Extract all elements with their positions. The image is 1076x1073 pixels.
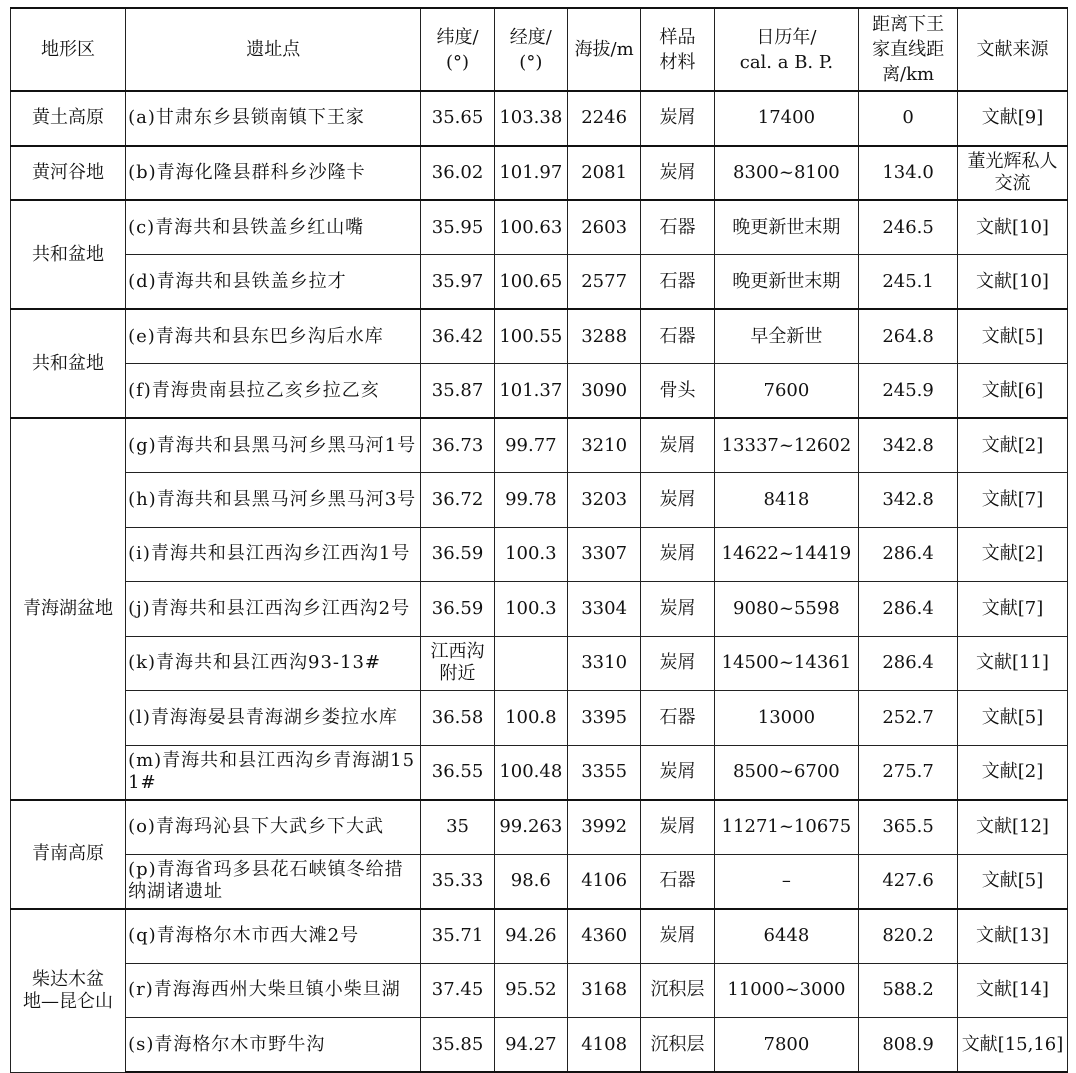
table-row — [11, 800, 1068, 855]
region-line2: 地—昆仑山 — [23, 990, 114, 1012]
material-cell: 石器 — [641, 854, 714, 909]
latitude-cell: 36.58 — [421, 691, 494, 746]
site-cell: (g)青海共和县黑马河乡黑马河1号 — [126, 418, 421, 473]
header-calendar-age — [714, 8, 859, 91]
material-cell: 炭屑 — [641, 91, 714, 146]
header-age-line1: 日历年/ — [756, 26, 817, 48]
age-cell: 7600 — [714, 364, 859, 419]
latitude-cell: 35.33 — [421, 854, 494, 909]
latitude-cell: 36.42 — [421, 309, 494, 364]
site-cell: (e)青海共和县东巴乡沟后水库 — [126, 309, 421, 364]
site-cell: (h)青海共和县黑马河乡黑马河3号 — [126, 473, 421, 528]
altitude-cell: 3310 — [567, 636, 640, 691]
age-cell: 8300~8100 — [714, 146, 859, 201]
region-cell: 青海湖盆地 — [11, 418, 126, 800]
age-cell: – — [714, 854, 859, 909]
site-cell: (b)青海化隆县群科乡沙隆卡 — [126, 146, 421, 201]
site-cell: (j)青海共和县江西沟乡江西沟2号 — [126, 582, 421, 637]
material-cell: 石器 — [641, 691, 714, 746]
site-cell: (d)青海共和县铁盖乡拉才 — [126, 255, 421, 310]
longitude-cell: 101.97 — [494, 146, 567, 201]
latitude-cell: 36.59 — [421, 582, 494, 637]
distance-cell: 342.8 — [859, 418, 958, 473]
latitude-cell: 35.95 — [421, 200, 494, 255]
site-cell: (o)青海玛沁县下大武乡下大武 — [126, 800, 421, 855]
header-material-line2: 材料 — [659, 51, 696, 73]
table-row — [11, 636, 1068, 691]
longitude-cell: 100.55 — [494, 309, 567, 364]
reference-cell: 文献[12] — [957, 800, 1067, 855]
sites-table — [10, 7, 1068, 1073]
reference-cell: 文献[5] — [957, 691, 1067, 746]
region-line1: 柴达木盆 — [32, 968, 105, 990]
reference-cell: 董光辉私人交流 — [957, 146, 1067, 201]
material-cell: 石器 — [641, 255, 714, 310]
header-longitude-line1: 经度/ — [509, 26, 552, 48]
latitude-cell: 36.73 — [421, 418, 494, 473]
header-reference: 文献来源 — [957, 8, 1067, 91]
altitude-cell: 2081 — [567, 146, 640, 201]
altitude-cell: 4108 — [567, 1018, 640, 1073]
header-distance-line1: 距离下王 — [872, 14, 945, 35]
altitude-cell: 3210 — [567, 418, 640, 473]
table-row — [11, 909, 1068, 964]
longitude-cell: 100.65 — [494, 255, 567, 310]
reference-cell: 文献[10] — [957, 200, 1067, 255]
latitude-cell: 36.59 — [421, 527, 494, 582]
latitude-cell: 35.85 — [421, 1018, 494, 1073]
table-row — [11, 1018, 1068, 1073]
age-cell: 晚更新世末期 — [714, 200, 859, 255]
age-cell: 晚更新世末期 — [714, 255, 859, 310]
distance-cell: 245.1 — [859, 255, 958, 310]
reference-cell: 文献[5] — [957, 854, 1067, 909]
region-cell: 共和盆地 — [11, 200, 126, 309]
altitude-cell: 4360 — [567, 909, 640, 964]
latitude-cell: 35.71 — [421, 909, 494, 964]
site-cell: (q)青海格尔木市西大滩2号 — [126, 909, 421, 964]
longitude-cell: 99.263 — [494, 800, 567, 855]
latitude-cell: 35.65 — [421, 91, 494, 146]
longitude-cell: 94.26 — [494, 909, 567, 964]
table-row — [11, 745, 1068, 800]
site-cell: (k)青海共和县江西沟93-13# — [126, 636, 421, 691]
table-row — [11, 309, 1068, 364]
latitude-cell: 36.02 — [421, 146, 494, 201]
age-cell: 11271~10675 — [714, 800, 859, 855]
reference-cell: 文献[6] — [957, 364, 1067, 419]
material-cell: 骨头 — [641, 364, 714, 419]
table-row — [11, 255, 1068, 310]
material-cell: 炭屑 — [641, 909, 714, 964]
reference-cell: 文献[7] — [957, 582, 1067, 637]
latitude-cell: 36.72 — [421, 473, 494, 528]
longitude-cell: 101.37 — [494, 364, 567, 419]
age-cell: 11000~3000 — [714, 963, 859, 1018]
altitude-cell: 3168 — [567, 963, 640, 1018]
table-row — [11, 418, 1068, 473]
age-cell: 6448 — [714, 909, 859, 964]
altitude-cell: 2246 — [567, 91, 640, 146]
longitude-cell: 100.3 — [494, 582, 567, 637]
table-row — [11, 527, 1068, 582]
material-cell: 沉积层 — [641, 1018, 714, 1073]
header-material — [641, 8, 714, 91]
table-row — [11, 91, 1068, 146]
header-latitude-line1: 纬度/ — [436, 26, 479, 48]
altitude-cell: 3288 — [567, 309, 640, 364]
material-cell: 炭屑 — [641, 418, 714, 473]
distance-cell: 246.5 — [859, 200, 958, 255]
material-cell: 沉积层 — [641, 963, 714, 1018]
header-distance-line3: 离/km — [882, 64, 935, 85]
header-longitude — [494, 8, 567, 91]
distance-cell: 0 — [859, 91, 958, 146]
distance-cell: 245.9 — [859, 364, 958, 419]
header-distance — [859, 8, 958, 91]
longitude-cell — [494, 636, 567, 691]
altitude-cell: 3307 — [567, 527, 640, 582]
distance-cell: 286.4 — [859, 527, 958, 582]
material-cell: 石器 — [641, 309, 714, 364]
altitude-cell: 3203 — [567, 473, 640, 528]
material-cell: 炭屑 — [641, 582, 714, 637]
region-cell: 黄土高原 — [11, 91, 126, 146]
material-cell: 石器 — [641, 200, 714, 255]
reference-cell: 文献[10] — [957, 255, 1067, 310]
distance-cell: 820.2 — [859, 909, 958, 964]
longitude-cell: 100.63 — [494, 200, 567, 255]
region-cell: 共和盆地 — [11, 309, 126, 418]
site-cell: (p)青海省玛多县花石峡镇冬给措纳湖诸遗址 — [126, 854, 421, 909]
header-material-line1: 样品 — [659, 26, 696, 48]
longitude-cell: 100.8 — [494, 691, 567, 746]
age-cell: 9080~5598 — [714, 582, 859, 637]
longitude-cell: 100.48 — [494, 745, 567, 800]
age-cell: 7800 — [714, 1018, 859, 1073]
site-cell: (r)青海海西州大柴旦镇小柴旦湖 — [126, 963, 421, 1018]
altitude-cell: 4106 — [567, 854, 640, 909]
table-row — [11, 364, 1068, 419]
site-cell: (m)青海共和县江西沟乡青海湖151# — [126, 745, 421, 800]
altitude-cell: 2603 — [567, 200, 640, 255]
site-cell: (l)青海海晏县青海湖乡娄拉水库 — [126, 691, 421, 746]
distance-cell: 427.6 — [859, 854, 958, 909]
reference-cell: 文献[2] — [957, 745, 1067, 800]
distance-cell: 286.4 — [859, 582, 958, 637]
reference-cell: 文献[15,16] — [957, 1018, 1067, 1073]
distance-cell: 588.2 — [859, 963, 958, 1018]
region-cell — [11, 909, 126, 1073]
latitude-cell: 35 — [421, 800, 494, 855]
age-cell: 13337~12602 — [714, 418, 859, 473]
table-row — [11, 473, 1068, 528]
longitude-cell: 94.27 — [494, 1018, 567, 1073]
age-cell: 早全新世 — [714, 309, 859, 364]
distance-cell: 134.0 — [859, 146, 958, 201]
material-cell: 炭屑 — [641, 473, 714, 528]
table-row — [11, 146, 1068, 201]
table-row — [11, 582, 1068, 637]
site-cell: (f)青海贵南县拉乙亥乡拉乙亥 — [126, 364, 421, 419]
material-cell: 炭屑 — [641, 527, 714, 582]
header-age-line2: cal. a B. P. — [739, 51, 834, 73]
header-region: 地形区 — [11, 8, 126, 91]
site-cell: (a)甘肃东乡县锁南镇下王家 — [126, 91, 421, 146]
reference-cell: 文献[2] — [957, 418, 1067, 473]
latitude-cell: 37.45 — [421, 963, 494, 1018]
header-longitude-line2: (°) — [519, 51, 543, 73]
latitude-cell: 35.97 — [421, 255, 494, 310]
age-cell: 13000 — [714, 691, 859, 746]
longitude-cell: 95.52 — [494, 963, 567, 1018]
longitude-cell: 99.78 — [494, 473, 567, 528]
altitude-cell: 2577 — [567, 255, 640, 310]
age-cell: 14622~14419 — [714, 527, 859, 582]
altitude-cell: 3355 — [567, 745, 640, 800]
age-cell: 17400 — [714, 91, 859, 146]
distance-cell: 365.5 — [859, 800, 958, 855]
longitude-cell: 100.3 — [494, 527, 567, 582]
region-cell: 黄河谷地 — [11, 146, 126, 201]
table-row — [11, 854, 1068, 909]
header-distance-line2: 家直线距 — [872, 39, 945, 60]
reference-cell: 文献[5] — [957, 309, 1067, 364]
age-cell: 8418 — [714, 473, 859, 528]
altitude-cell: 3992 — [567, 800, 640, 855]
age-cell: 14500~14361 — [714, 636, 859, 691]
table-header-row — [11, 8, 1068, 91]
header-altitude: 海拔/m — [567, 8, 640, 91]
header-latitude-line2: (°) — [445, 51, 470, 73]
site-cell: (i)青海共和县江西沟乡江西沟1号 — [126, 527, 421, 582]
reference-cell: 文献[11] — [957, 636, 1067, 691]
longitude-cell: 98.6 — [494, 854, 567, 909]
altitude-cell: 3395 — [567, 691, 640, 746]
site-cell: (c)青海共和县铁盖乡红山嘴 — [126, 200, 421, 255]
distance-cell: 275.7 — [859, 745, 958, 800]
age-cell: 8500~6700 — [714, 745, 859, 800]
distance-cell: 264.8 — [859, 309, 958, 364]
distance-cell: 342.8 — [859, 473, 958, 528]
reference-cell: 文献[2] — [957, 527, 1067, 582]
table-row — [11, 691, 1068, 746]
altitude-cell: 3090 — [567, 364, 640, 419]
longitude-cell: 99.77 — [494, 418, 567, 473]
distance-cell: 808.9 — [859, 1018, 958, 1073]
reference-cell: 文献[14] — [957, 963, 1067, 1018]
reference-cell: 文献[7] — [957, 473, 1067, 528]
distance-cell: 252.7 — [859, 691, 958, 746]
material-cell: 炭屑 — [641, 800, 714, 855]
latitude-cell: 江西沟附近 — [421, 636, 494, 691]
reference-cell: 文献[13] — [957, 909, 1067, 964]
table-row — [11, 200, 1068, 255]
longitude-cell: 103.38 — [494, 91, 567, 146]
latitude-cell: 36.55 — [421, 745, 494, 800]
header-site: 遗址点 — [126, 8, 421, 91]
distance-cell: 286.4 — [859, 636, 958, 691]
altitude-cell: 3304 — [567, 582, 640, 637]
site-cell: (s)青海格尔木市野牛沟 — [126, 1018, 421, 1073]
reference-cell: 文献[9] — [957, 91, 1067, 146]
latitude-cell: 35.87 — [421, 364, 494, 419]
header-latitude — [421, 8, 494, 91]
material-cell: 炭屑 — [641, 636, 714, 691]
material-cell: 炭屑 — [641, 745, 714, 800]
material-cell: 炭屑 — [641, 146, 714, 201]
table-row — [11, 963, 1068, 1018]
region-cell: 青南高原 — [11, 800, 126, 909]
